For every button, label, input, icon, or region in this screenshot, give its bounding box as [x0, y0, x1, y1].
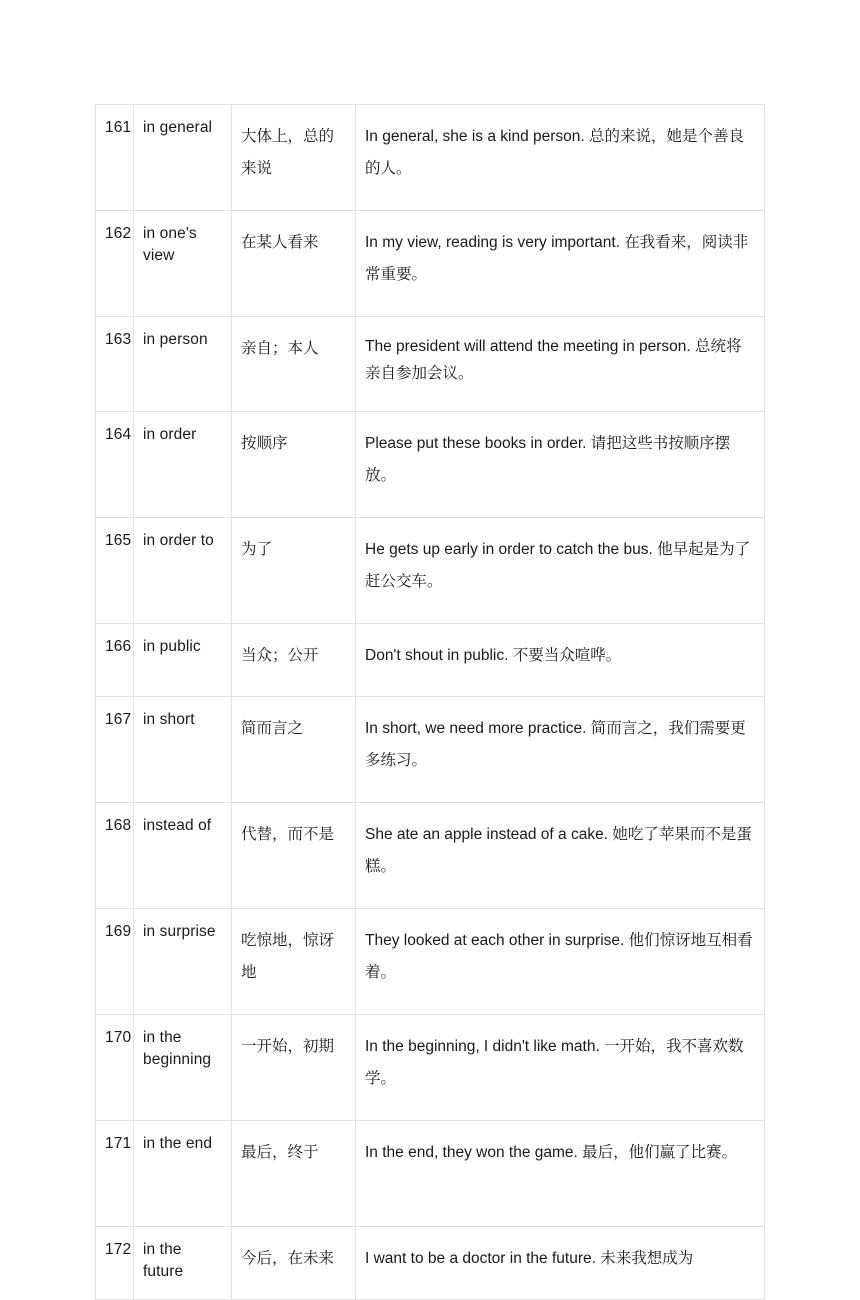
table-row — [96, 317, 765, 412]
phrase: in public — [134, 624, 232, 697]
table-row — [96, 105, 765, 211]
phrase: in short — [134, 697, 232, 803]
table-row — [96, 803, 765, 909]
row-number: 171 — [96, 1121, 134, 1227]
phrase: in order to — [134, 518, 232, 624]
example-sentence: Please put these books in order. 请把这些书按顺序摆放。 — [356, 412, 765, 518]
example-sentence: She ate an apple instead of a cake. 她吃了苹果而不是蛋糕。 — [356, 803, 765, 909]
row-number: 166 — [96, 624, 134, 697]
phrase: in surprise — [134, 909, 232, 1015]
table-row — [96, 211, 765, 317]
row-number: 168 — [96, 803, 134, 909]
phrase: in one's view — [134, 211, 232, 317]
meaning: 当众；公开 — [232, 624, 356, 697]
phrase: in order — [134, 412, 232, 518]
table-row — [96, 1227, 765, 1300]
example-sentence: He gets up early in order to catch the bus. 他早起是为了赶公交车。 — [356, 518, 765, 624]
row-number: 172 — [96, 1227, 134, 1300]
example-sentence: In the beginning, I didn't like math. 一开始，我不喜欢数学。 — [356, 1015, 765, 1121]
example-sentence: They looked at each other in surprise. 他们惊讶地互相看着。 — [356, 909, 765, 1015]
phrase: in general — [134, 105, 232, 211]
meaning: 一开始，初期 — [232, 1015, 356, 1121]
example-sentence: In short, we need more practice. 简而言之，我们需要更多练习。 — [356, 697, 765, 803]
phrase: in person — [134, 317, 232, 412]
row-number: 161 — [96, 105, 134, 211]
table-row — [96, 1121, 765, 1227]
example-sentence: In general, she is a kind person. 总的来说，她是个善良的人。 — [356, 105, 765, 211]
phrase: in the beginning — [134, 1015, 232, 1121]
example-sentence: In the end, they won the game. 最后，他们赢了比赛。 — [356, 1121, 765, 1227]
table-row — [96, 1015, 765, 1121]
table-row — [96, 412, 765, 518]
meaning: 按顺序 — [232, 412, 356, 518]
row-number: 163 — [96, 317, 134, 412]
row-number: 164 — [96, 412, 134, 518]
meaning: 大体上，总的来说 — [232, 105, 356, 211]
table-row — [96, 518, 765, 624]
meaning: 为了 — [232, 518, 356, 624]
row-number: 162 — [96, 211, 134, 317]
vocabulary-table — [95, 104, 765, 1300]
meaning: 最后，终于 — [232, 1121, 356, 1227]
row-number: 169 — [96, 909, 134, 1015]
example-sentence: In my view, reading is very important. 在我看来，阅读非常重要。 — [356, 211, 765, 317]
meaning: 今后，在未来 — [232, 1227, 356, 1300]
table-row — [96, 697, 765, 803]
example-sentence: I want to be a doctor in the future. 未来我想成为 — [356, 1227, 765, 1300]
row-number: 165 — [96, 518, 134, 624]
table-row — [96, 624, 765, 697]
example-sentence: Don't shout in public. 不要当众喧哗。 — [356, 624, 765, 697]
row-number: 167 — [96, 697, 134, 803]
example-sentence: The president will attend the meeting in person. 总统将亲自参加会议。 — [356, 317, 765, 412]
phrase: in the future — [134, 1227, 232, 1300]
meaning: 简而言之 — [232, 697, 356, 803]
phrase: in the end — [134, 1121, 232, 1227]
meaning: 吃惊地，惊讶地 — [232, 909, 356, 1015]
table-row — [96, 909, 765, 1015]
meaning: 代替，而不是 — [232, 803, 356, 909]
meaning: 亲自；本人 — [232, 317, 356, 412]
phrase: instead of — [134, 803, 232, 909]
meaning: 在某人看来 — [232, 211, 356, 317]
row-number: 170 — [96, 1015, 134, 1121]
